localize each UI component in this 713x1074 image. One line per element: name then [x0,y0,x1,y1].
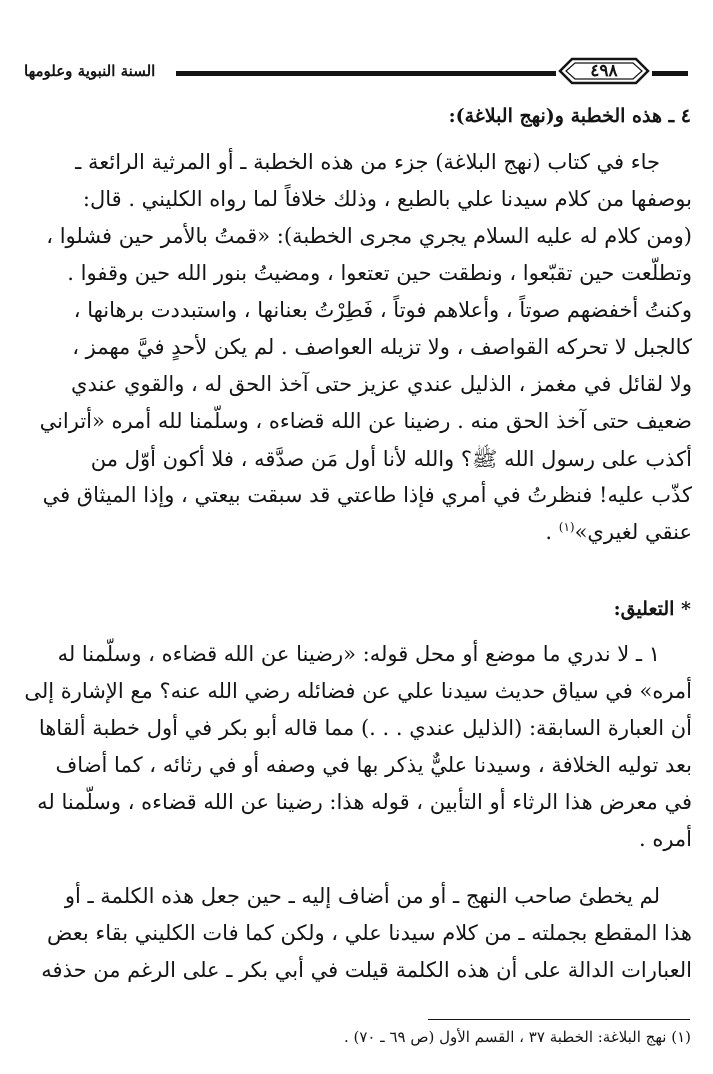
commentary-line: أن العبارة السابقة: (الذليل عندي . . .) مما قاله أبو بكر في أول خطبة ألقاها [38,716,692,740]
body-line-text: عنقي لغيري» [574,520,692,544]
body-line: (ومن كلام له عليه السلام يجري مجرى الخطبة): «قمتُ بالأمر حين فشلوا ، [46,224,692,248]
footnote: (١) نهج البلاغة: الخطبة ٣٧ ، القسم الأول (ص ٦٩ ـ ٧٠) . [343,1028,691,1046]
commentary-paragraph-2 [22,884,692,1004]
body-line-last [545,520,692,544]
body-line: كذّب عليه! فنظرتُ في أمري فإذا طاعتي قد سبقت بيعتي ، وإذا الميثاق في [42,483,692,507]
body-line-tail: . [545,520,559,544]
header-rule [176,71,556,76]
page-number: ٤٩٨ [590,61,618,81]
commentary-paragraph-1 [22,642,692,872]
section-body [22,150,692,590]
commentary-line: أمره . [638,827,692,851]
body-line: وتطلّعت حين تقبّعوا ، ونطقت حين تعتعوا ، ومضيتُ بنور الله حين وقفوا . [67,261,692,285]
commentary-line: لم يخطئ صاحب النهج ـ أو من أضاف إليه ـ حين جعل هذه الكلمة ـ أو [64,884,660,908]
body-line: بوصفها من كلام سيدنا علي بالطبع ، وذلك خلافاً لما رواه الكليني . قال: [82,187,692,211]
footnote-marker: (١) [558,520,575,534]
commentary-line: هذا المقطع بجملته ـ من كلام سيدنا علي ، ولكن كما فات الكليني بقاء بعض [46,921,692,945]
body-line: ضعيف حتى آخذ الحق منه . رضينا عن الله قضاءه ، وسلّمنا لله أمره «أتراني [39,409,692,433]
body-line: وكنتُ أخفضهم صوتاً ، وأعلاهم فوتاً ، فَطِرْتُ بعنانها ، واستبددت برهانها ، [73,298,692,322]
commentary-line: العبارات الدالة على أن هذه الكلمة قيلت في أبي بكر ـ على الرغم من حذفه [41,958,692,982]
commentary-heading: * التعليق: [613,598,691,620]
section-heading: ٤ ـ هذه الخطبة و(نهج البلاغة): [448,105,691,127]
commentary-line: بعد توليه الخلافة ، وسيدنا عليٌّ يذكر بها في وصفه أو في رثائه ، كما أضاف [55,753,692,777]
commentary-line: ١ ـ لا ندري ما موضع أو محل قوله: «رضينا عن الله قضاءه ، وسلّمنا له [57,642,660,666]
body-line: جاء في كتاب (نهج البلاغة) جزء من هذه الخطبة ـ أو المرثية الرائعة ـ [75,150,660,174]
body-line: أكذب على رسول الله ﷺ؟ والله لأنا أول مَن صدَّقه ، فلا أكون أوّل من [90,447,692,471]
footnote-rule [428,1019,690,1020]
running-header-title: السنة النبوية وعلومها [24,62,156,80]
page-number-ornament [556,56,652,86]
commentary-line: أمره» في سياق حديث سيدنا علي عن فضائله رضي الله عنه؟ مع الإشارة إلى [24,679,692,703]
body-line: ولا لقائل في مغمز ، الذليل عندي عزيز حتى آخذ الحق له ، والقوي عندي [71,372,692,396]
header-rule-right [652,71,688,76]
body-line: كالجبل لا تحركه القواصف ، ولا تزيله العواصف . لم يكن لأحدٍ فيَّ مهمز ، [72,335,692,359]
commentary-line: في معرض هذا الرثاء أو التأبين ، قوله هذا: رضينا عن الله قضاءه ، وسلّمنا له [37,790,692,814]
